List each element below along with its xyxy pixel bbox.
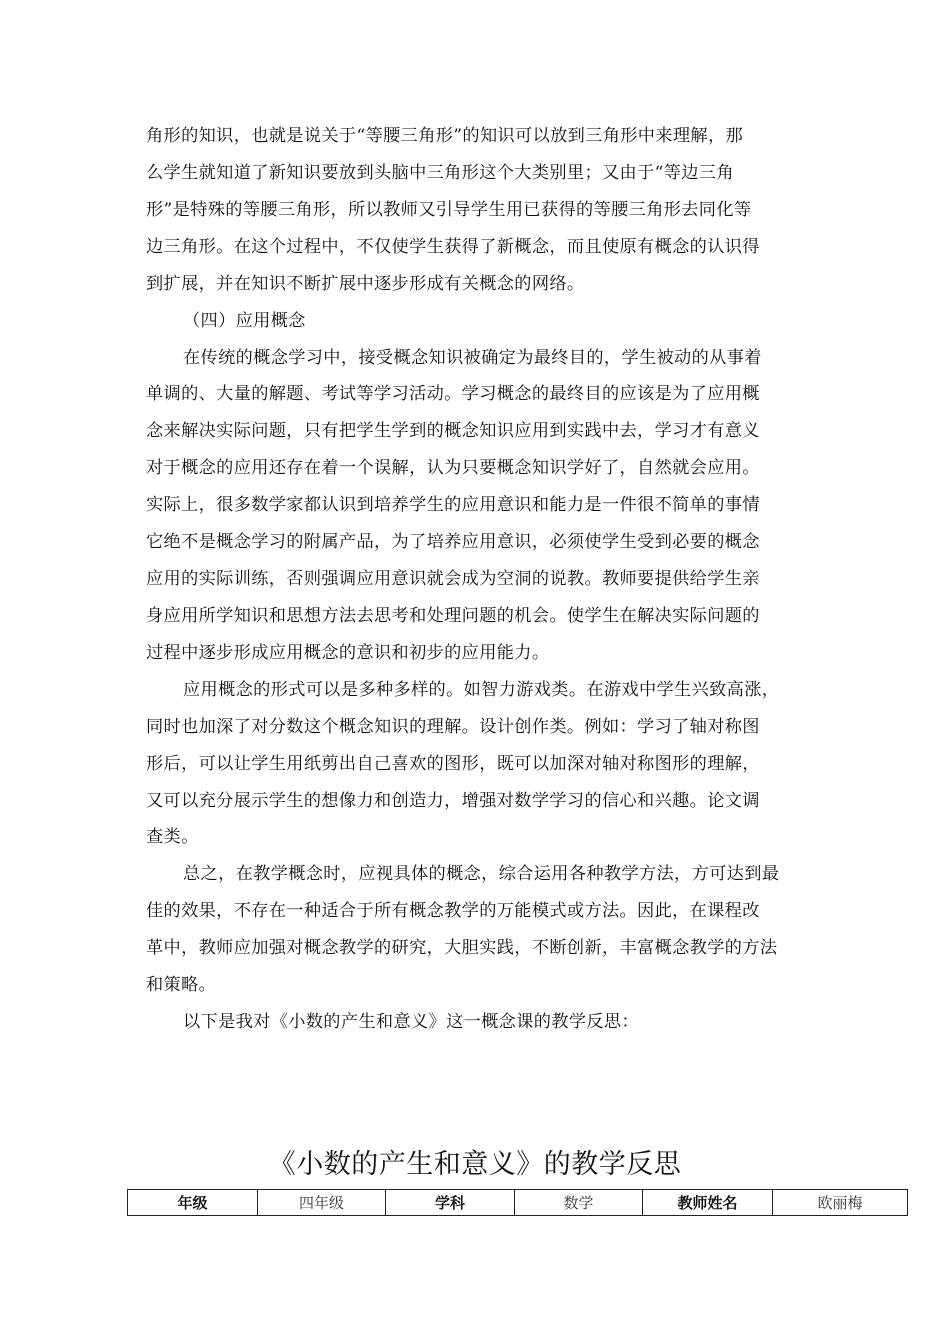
text-line: 到扩展，并在知识不断扩展中逐步形成有关概念的网络。 <box>146 273 585 294</box>
text-line: 又可以充分展示学生的想像力和创造力，增强对数学学习的信心和兴趣。论文调 <box>146 790 760 811</box>
text-line: 在传统的概念学习中，接受概念知识被确定为最终目的，学生被动的从事着 <box>183 347 762 368</box>
table-row <box>128 1190 908 1216</box>
text-line: 应用的实际训练，否则强调应用意识就会成为空洞的说教。教师要提供给学生亲 <box>146 569 760 590</box>
text-line: 同时也加深了对分数这个概念知识的理解。设计创作类。例如：学习了轴对称图 <box>146 716 760 737</box>
text-line: 查类。 <box>146 827 199 848</box>
text-line: 身应用所学知识和思想方法去思考和处理问题的机会。使学生在解决实际问题的 <box>146 605 760 626</box>
text-line: 佳的效果，不存在一种适合于所有概念教学的万能模式或方法。因此，在课程改 <box>146 901 760 922</box>
text-line: 革中，教师应加强对概念教学的研究，大胆实践，不断创新，丰富概念教学的方法 <box>146 938 778 959</box>
text-line: 过程中逐步形成应用概念的意识和初步的应用能力。 <box>146 642 550 663</box>
teacher-label: 教师姓名 <box>643 1190 773 1216</box>
text-line: 么学生就知道了新知识要放到头脑中三角形这个大类别里；又由于“等边三角 <box>146 162 734 183</box>
text-line: 应用概念的形式可以是多种多样的。如智力游戏类。在游戏中学生兴致高涨， <box>183 679 780 700</box>
subject-label: 学科 <box>386 1190 515 1216</box>
text-line: 和策略。 <box>146 975 217 996</box>
text-line: 念来解决实际问题，只有把学生学到的概念知识应用到实践中去，学习才有意义 <box>146 421 760 442</box>
text-line: 它绝不是概念学习的附属产品，为了培养应用意识，必须使学生受到必要的概念 <box>146 532 760 553</box>
doc-title: 《小数的产生和意义》的教学反思 <box>268 1149 682 1180</box>
text-line: 总之，在教学概念时，应视具体的概念，综合运用各种教学方法，方可达到最 <box>183 864 780 885</box>
grade-label: 年级 <box>128 1190 258 1216</box>
subject-value: 数学 <box>515 1190 643 1216</box>
grade-value: 四年级 <box>258 1190 386 1216</box>
text-line: 单调的、大量的解题、考试等学习活动。学习概念的最终目的应该是为了应用概 <box>146 384 760 405</box>
text-line: 角形的知识，也就是说关于“等腰三角形”的知识可以放到三角形中来理解，那 <box>146 126 744 146</box>
text-line: 形”是特殊的等腰三角形，所以教师又引导学生用已获得的等腰三角形去同化等 <box>146 199 752 220</box>
text-line: 实际上，很多数学家都认识到培养学生的应用意识和能力是一件很不简单的事情 <box>146 495 760 516</box>
text-line: 形后，可以让学生用纸剪出自己喜欢的图形，既可以加深对轴对称图形的理解， <box>146 753 760 774</box>
text-line: 对于概念的应用还存在着一个误解，认为只要概念知识学好了，自然就会应用。 <box>146 458 760 479</box>
teacher-value: 欧丽梅 <box>773 1190 908 1216</box>
text-line: （四）应用概念 <box>183 310 306 331</box>
text-line: 以下是我对《小数的产生和意义》这一概念课的教学反思： <box>183 1012 639 1033</box>
text-line: 边三角形。在这个过程中，不仅使学生获得了新概念，而且使原有概念的认识得 <box>146 236 760 257</box>
info-table <box>127 1189 908 1216</box>
